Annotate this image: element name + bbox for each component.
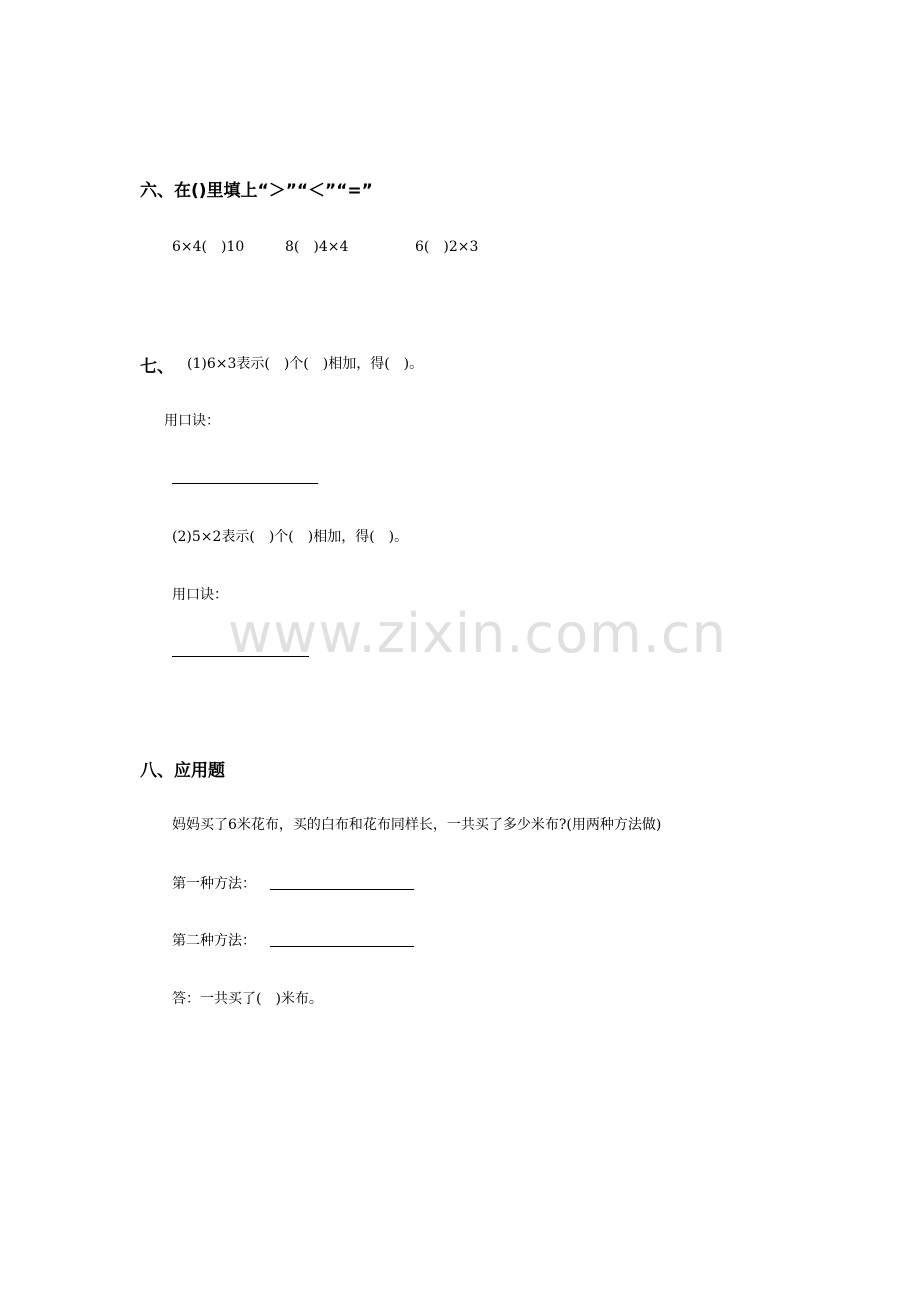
question-two-rhyme-label: 用口诀： — [172, 587, 228, 603]
comparison-item-2: 8( )4×4 — [285, 239, 349, 255]
comparison-item-3: 6( )2×3 — [415, 239, 479, 255]
question-two-text: (2)5×2表示( )个( )相加，得( )。 — [172, 529, 409, 545]
method-two-answer-line — [270, 946, 414, 947]
method-one-answer-line — [270, 889, 414, 890]
method-two-label: 第二种方法： — [172, 933, 256, 949]
question-one-rhyme-label: 用口诀： — [164, 413, 220, 429]
method-one-label: 第一种方法： — [172, 876, 256, 892]
section-seven-heading: 七、 — [140, 357, 174, 377]
question-one-answer-line — [172, 483, 318, 484]
section-eight-heading: 八、应用题 — [140, 761, 225, 781]
watermark-text: www.zixin.com.cn — [228, 602, 727, 665]
final-answer-text: 答：一共买了( )米布。 — [172, 991, 323, 1007]
section-six-heading: 六、在()里填上“＞”“＜”“=” — [140, 181, 373, 201]
comparison-item-1: 6×4( )10 — [172, 239, 245, 255]
word-problem-text: 妈妈买了6米花布，买的白布和花布同样长，一共买了多少米布?(用两种方法做) — [172, 817, 662, 833]
question-one-text: (1)6×3表示( )个( )相加，得( )。 — [187, 356, 424, 372]
